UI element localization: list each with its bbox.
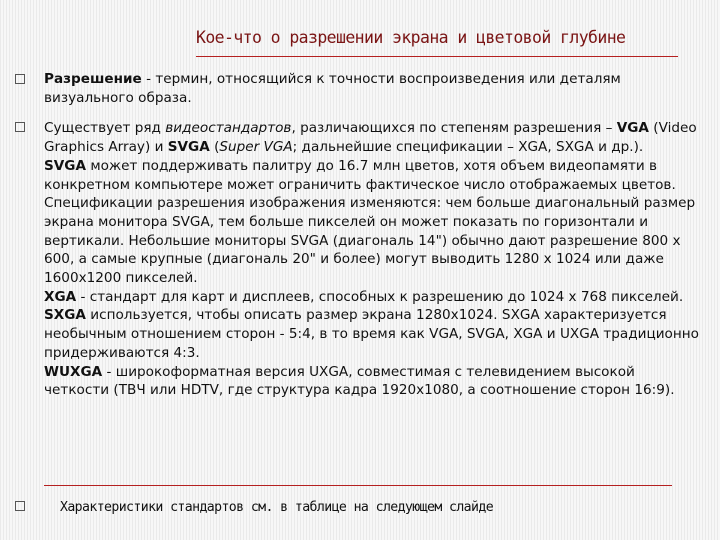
term-wuxga: WUXGA <box>44 363 103 380</box>
bottom-divider <box>44 485 672 486</box>
svga-text: может поддерживать палитру до 16.7 млн цветов, хотя объем видеопамяти в конкретном компьютере может ограничить фактическое число отображаемых цветов. Спецификации разрешения изображения изменяются: чем больше диагональный размер экрана монитора SVGA, тем больше пикселей он может показать по горизонтали и вертикали. Небольшие мониторы SVGA (диагональ 14") обычно дают разрешение 800 x 600, а самые крупные (диагональ 20" и более) могут выводить 1280 x 1024 или даже 1600x1200 пикселей. <box>44 157 696 287</box>
bullet-square-icon <box>15 74 25 84</box>
svga-paragraph <box>44 157 704 288</box>
term-sxga: SXGA <box>44 307 86 324</box>
xga-paragraph <box>44 288 704 307</box>
paren: ( <box>209 139 220 156</box>
term-vga: VGA <box>616 120 649 137</box>
intro-end: ; дальнейшие спецификации – XGA, SXGA и др.). <box>292 139 644 156</box>
slide-title: Кое-что о разрешении экрана и цветовой глубине <box>196 28 626 47</box>
intro-text: Существует ряд <box>44 120 166 137</box>
title-underline <box>196 56 678 57</box>
term-xga: XGA <box>44 288 77 305</box>
xga-text: - стандарт для карт и дисплеев, способных к разрешению до 1024 x 768 пикселей. <box>76 288 684 305</box>
intro-italic: видеостандартов <box>165 120 292 137</box>
definition-paragraph <box>44 70 704 107</box>
intro-text-mid: , различающихся по степеням разрешения – <box>291 120 617 137</box>
footnote: Характеристики стандартов см. в таблице на следующем слайде <box>60 500 494 515</box>
svga-italic: Super VGA <box>219 139 293 156</box>
term-svga: SVGA <box>167 139 210 156</box>
wuxga-text: - широкоформатная версия UXGA, совместимая с телевидением высокой четкости (ТВЧ или HDTV, где структура кадра 1920x1080, а соотношение сторон 16:9). <box>44 363 675 399</box>
wuxga-paragraph <box>44 363 704 400</box>
sxga-paragraph <box>44 306 704 362</box>
vga-full: (Video Graphics Array) и <box>44 120 697 156</box>
intro-paragraph <box>44 119 704 156</box>
definition-text: - термин, относящийся к точности воспроизведения или деталям визуального образа. <box>44 71 621 106</box>
term-resolution: Разрешение <box>44 71 142 87</box>
bullet-square-icon <box>15 122 25 132</box>
bullet-square-icon <box>15 501 25 511</box>
sxga-text: используется, чтобы описать размер экрана 1280x1024. SXGA характеризуется необычным отношением сторон - 5:4, в то время как VGA, SVGA, XGA и UXGA традиционно придерживаются 4:3. <box>44 307 699 361</box>
slide-content <box>44 70 704 400</box>
term-svga-2: SVGA <box>44 157 86 174</box>
